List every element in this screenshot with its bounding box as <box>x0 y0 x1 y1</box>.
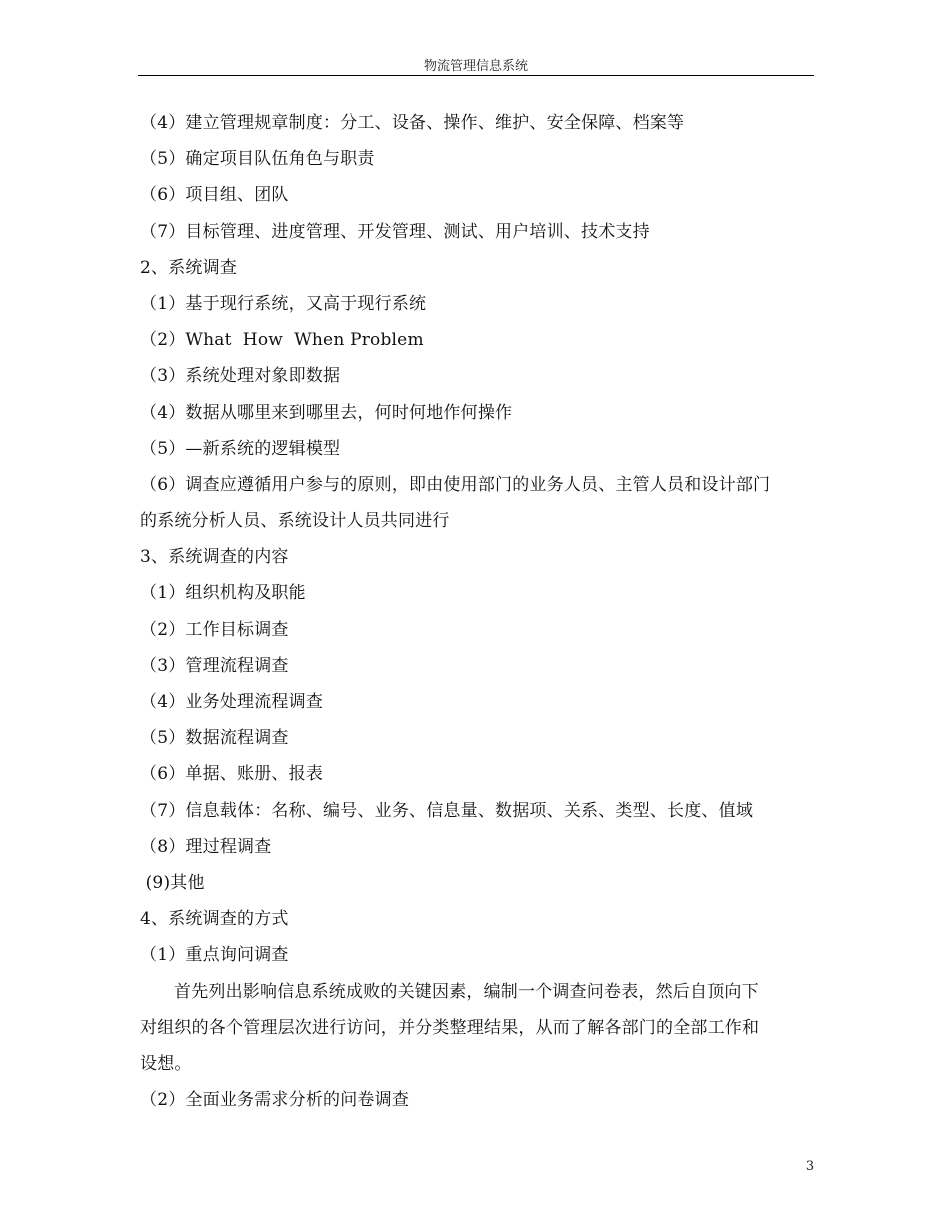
text-line: （6）项目组、团队 <box>140 185 289 206</box>
text-line: （3）系统处理对象即数据 <box>140 366 341 387</box>
text-line: （6）单据、账册、报表 <box>140 764 324 785</box>
header-rule <box>138 75 814 76</box>
text-line: （3）管理流程调查 <box>140 655 289 676</box>
text-line: （4）建立管理规章制度：分工、设备、操作、维护、安全保障、档案等 <box>140 113 685 133</box>
page-header-title: 物流管理信息系统 <box>423 59 528 74</box>
paragraph-line: 对组织的各个管理层次进行访问，并分类整理结果，从而了解各部门的全部工作和 <box>140 1017 760 1038</box>
page-number: 3 <box>805 1159 815 1174</box>
section-heading: 4、系统调查的方式 <box>140 909 289 930</box>
text-line: （7）目标管理、进度管理、开发管理、测试、用户培训、技术支持 <box>140 221 650 242</box>
text-line: (9)其他 <box>140 872 205 893</box>
text-line: （5）确定项目队伍角色与职责 <box>140 149 375 170</box>
text-line: （1）组织机构及职能 <box>140 583 306 604</box>
text-line: （5）数据流程调查 <box>140 728 289 749</box>
section-heading: 2、系统调查 <box>140 257 238 278</box>
text-line: 的系统分析人员、系统设计人员共同进行 <box>140 511 450 532</box>
text-line: （8）理过程调查 <box>140 836 272 857</box>
text-line: （7）信息载体：名称、编号、业务、信息量、数据项、关系、类型、长度、值域 <box>140 800 754 821</box>
text-line: （1）基于现行系统，又高于现行系统 <box>140 293 427 314</box>
text-line: （6）调查应遵循用户参与的原则，即由使用部门的业务人员、主管人员和设计部门 <box>140 474 771 495</box>
section-heading: 3、系统调查的内容 <box>140 547 289 568</box>
paragraph-line: 首先列出影响信息系统成败的关键因素，编制一个调查问卷表，然后自顶向下 <box>174 981 759 1002</box>
text-line: （2）What How When Problem <box>140 330 424 351</box>
text-line: （5）—新系统的逻辑模型 <box>140 438 341 459</box>
text-line: （4）数据从哪里来到哪里去，何时何地作何操作 <box>140 402 513 423</box>
document-body <box>140 105 812 1118</box>
paragraph-line: 设想。 <box>140 1053 192 1074</box>
text-line: （2）工作目标调查 <box>140 619 289 640</box>
text-line: （4）业务处理流程调查 <box>140 692 324 712</box>
text-line: （2）全面业务需求分析的问卷调查 <box>140 1090 410 1111</box>
text-line: （1）重点询问调查 <box>140 945 289 966</box>
